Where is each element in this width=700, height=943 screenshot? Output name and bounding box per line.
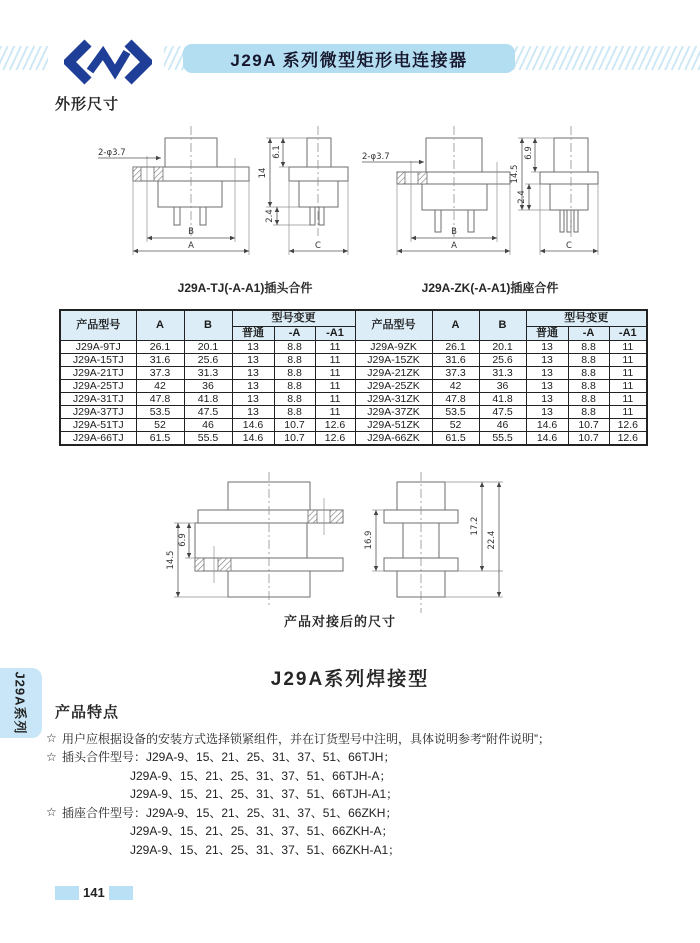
cell-var-a1: 11 [609,366,647,379]
header-var-a1: -A1 [315,326,355,340]
header-a: A [432,310,479,340]
cell-var-a1: 11 [315,379,355,392]
zk-drawing-caption: J29A-ZK(-A-A1)插座合件 [421,281,559,295]
cell-a: 26.1 [136,340,184,353]
cell-normal: 14.6 [526,418,568,431]
cell-var-a1: 11 [315,340,355,353]
cell-var-a1: 11 [315,405,355,418]
cell-normal: 13 [232,366,274,379]
cell-model-tj: J29A-9TJ [60,340,136,353]
cell-b: 31.3 [184,366,232,379]
feature-text: 插座合件型号：J29A-9、15、21、25、31、37、51、66ZKH； [62,805,398,820]
mated-drawing-caption: 产品对接后的尺寸 [283,614,396,629]
sidebar-series-tab [0,668,42,738]
cell-normal: 13 [526,340,568,353]
cell-b: 41.8 [184,392,232,405]
cell-a: 42 [432,379,479,392]
cell-normal: 13 [526,379,568,392]
cell-b: 47.5 [479,405,526,418]
cell-a: 61.5 [136,431,184,445]
cell-var-a: 8.8 [274,366,315,379]
cell-var-a: 10.7 [274,418,315,431]
tj-front-view [98,126,249,255]
cell-model-tj: J29A-37TJ [60,405,136,418]
dim-label-pin: 2.4 [517,190,527,204]
cell-var-a1: 11 [315,366,355,379]
mated-side-view [364,472,503,613]
feature-text: J29A-9、15、21、25、31、37、51、66ZKH-A； [130,824,394,839]
table-row [60,392,647,405]
cell-normal: 13 [232,379,274,392]
cell-var-a1: 11 [315,392,355,405]
cell-a: 52 [136,418,184,431]
dim-label-pin: 2.4 [265,209,275,223]
feature-text: 插头合件型号：J29A-9、15、21、25、31、37、51、66TJH； [62,750,396,765]
cell-var-a1: 11 [609,379,647,392]
zk-front-view [362,126,510,255]
cell-normal: 13 [232,405,274,418]
cell-var-a: 8.8 [274,353,315,366]
dim-label-b: B [451,227,457,237]
cell-var-a: 10.7 [568,418,609,431]
mated-dimension-drawing [130,468,570,618]
feature-item-continuation [46,840,682,859]
footer-left-block [55,886,79,900]
table-row [60,418,647,431]
cell-normal: 14.6 [232,418,274,431]
feature-item-continuation [46,822,682,841]
dim-label-mid: 17.2 [470,516,480,536]
cell-b: 20.1 [479,340,526,353]
title-banner [183,44,515,73]
cell-var-a1: 12.6 [609,431,647,445]
cell-var-a: 8.8 [568,340,609,353]
cell-var-a: 8.8 [568,366,609,379]
dim-label-height: 14.5 [510,164,520,184]
cell-var-a: 8.8 [274,340,315,353]
header-var-a: -A [274,326,315,340]
features-list [46,729,682,859]
cell-normal: 14.6 [232,431,274,445]
header-normal: 普通 [232,326,274,340]
cell-normal: 13 [232,392,274,405]
cell-var-a: 8.8 [568,392,609,405]
cell-var-a: 10.7 [274,431,315,445]
header-b: B [479,310,526,340]
table-header [60,310,647,340]
cell-a: 37.3 [432,366,479,379]
outline-dimension-drawings [90,118,620,268]
zk-side-view [510,126,598,255]
cell-var-a: 10.7 [568,431,609,445]
cell-a: 61.5 [432,431,479,445]
table-row [60,405,647,418]
cell-b: 25.6 [479,353,526,366]
dim-label-overall: 22.4 [487,530,497,550]
feature-text: J29A-9、15、21、25、31、37、51、66TJH-A1； [130,787,399,802]
table-row [60,366,647,379]
dim-label-hood: 6.9 [178,533,188,547]
cell-a: 31.6 [136,353,184,366]
cell-var-a: 8.8 [568,405,609,418]
table-row [60,379,647,392]
cell-var-a1: 12.6 [609,418,647,431]
cell-var-a1: 11 [609,340,647,353]
cell-normal: 13 [526,392,568,405]
feature-item [46,729,682,748]
cell-a: 53.5 [136,405,184,418]
feature-item [46,748,682,767]
cell-b: 47.5 [184,405,232,418]
cell-b: 36 [184,379,232,392]
features-section-title: 产品特点 [55,704,120,721]
cell-var-a1: 11 [609,353,647,366]
cell-b: 55.5 [479,431,526,445]
cell-a: 31.6 [432,353,479,366]
page-number: 141 [83,885,105,900]
tj-side-view [258,126,348,255]
star-bullet-icon: ☆ [46,805,57,820]
dim-label-b: B [188,227,194,237]
header-var-a: -A [568,326,609,340]
weld-series-title: J29A系列焊接型 [270,669,430,690]
table-row [60,340,647,353]
cell-model-zk: J29A-51ZK [355,418,432,431]
cell-model-tj: J29A-25TJ [60,379,136,392]
cell-a: 52 [432,418,479,431]
outline-section-title: 外形尺寸 [55,96,120,113]
cell-var-a: 8.8 [568,379,609,392]
cell-normal: 13 [526,366,568,379]
header-normal: 普通 [526,326,568,340]
cell-model-zk: J29A-66ZK [355,431,432,445]
dim-label-a: A [451,241,457,251]
cell-b: 41.8 [479,392,526,405]
hole-dim-label: 2-φ3.7 [98,148,126,158]
cell-model-tj: J29A-51TJ [60,418,136,431]
cell-model-zk: J29A-9ZK [355,340,432,353]
header-model: 产品型号 [60,310,136,340]
cell-a: 47.8 [432,392,479,405]
feature-text: J29A-9、15、21、25、31、37、51、66TJH-A； [130,768,392,783]
table-row [60,353,647,366]
mated-front-view [166,472,343,608]
cell-a: 53.5 [432,405,479,418]
footer-right-block [109,886,133,900]
table-row [60,431,647,445]
cell-b: 31.3 [479,366,526,379]
feature-item-continuation [46,785,682,804]
cell-var-a1: 12.6 [315,418,355,431]
star-bullet-icon: ☆ [46,749,57,764]
header-change: 型号变更 [526,310,647,326]
cell-a: 26.1 [432,340,479,353]
feature-text: J29A-9、15、21、25、31、37、51、66ZKH-A1； [130,842,401,857]
cell-var-a1: 12.6 [315,431,355,445]
cell-a: 42 [136,379,184,392]
tj-drawing-caption: J29A-TJ(-A-A1)插头合件 [177,281,313,295]
cell-b: 55.5 [184,431,232,445]
dim-label-height: 14 [258,167,268,179]
cell-model-tj: J29A-31TJ [60,392,136,405]
dim-label-inner: 16.9 [364,530,374,550]
hole-dim-label: 2-φ3.7 [362,152,390,162]
cell-var-a: 8.8 [274,405,315,418]
dim-label-c: C [566,241,572,251]
feature-text: 用户应根据设备的安装方式选择锁紧组件，并在订货型号中注明，具体说明参考“附件说明”； [62,731,550,746]
header-b: B [184,310,232,340]
header-a: A [136,310,184,340]
cell-model-zk: J29A-25ZK [355,379,432,392]
table-body [60,340,647,445]
dim-label-height: 14.5 [166,550,176,570]
feature-item-continuation [46,766,682,785]
header-change: 型号变更 [232,310,355,326]
cell-var-a: 8.8 [274,379,315,392]
header-var-a1: -A1 [609,326,647,340]
cell-var-a: 8.8 [568,353,609,366]
cell-model-zk: J29A-15ZK [355,353,432,366]
dim-label-c: C [315,241,321,251]
sidebar-series-label: J29A系列 [12,671,28,735]
cell-var-a1: 11 [609,405,647,418]
cell-normal: 13 [526,405,568,418]
brand-logo-icon [64,38,152,86]
page-footer [55,885,133,900]
cell-normal: 13 [232,353,274,366]
cell-b: 46 [184,418,232,431]
cell-model-tj: J29A-66TJ [60,431,136,445]
dimension-table [59,309,648,446]
cell-normal: 13 [526,353,568,366]
cell-var-a1: 11 [609,392,647,405]
cell-b: 36 [479,379,526,392]
cell-a: 37.3 [136,366,184,379]
feature-item [46,803,682,822]
cell-b: 20.1 [184,340,232,353]
cell-normal: 14.6 [526,431,568,445]
cell-model-zk: J29A-31ZK [355,392,432,405]
cell-b: 25.6 [184,353,232,366]
cell-var-a: 8.8 [274,392,315,405]
cell-model-tj: J29A-21TJ [60,366,136,379]
cell-var-a1: 11 [315,353,355,366]
header-model: 产品型号 [355,310,432,340]
page-title: J29A 系列微型矩形电连接器 [230,51,468,70]
cell-model-tj: J29A-15TJ [60,353,136,366]
dim-label-hood: 6.1 [272,145,282,159]
dim-label-hood: 6.9 [524,146,534,160]
star-bullet-icon: ☆ [46,731,57,746]
cell-b: 46 [479,418,526,431]
cell-model-zk: J29A-21ZK [355,366,432,379]
cell-normal: 13 [232,340,274,353]
cell-a: 47.8 [136,392,184,405]
cell-model-zk: J29A-37ZK [355,405,432,418]
dim-label-a: A [188,241,194,251]
